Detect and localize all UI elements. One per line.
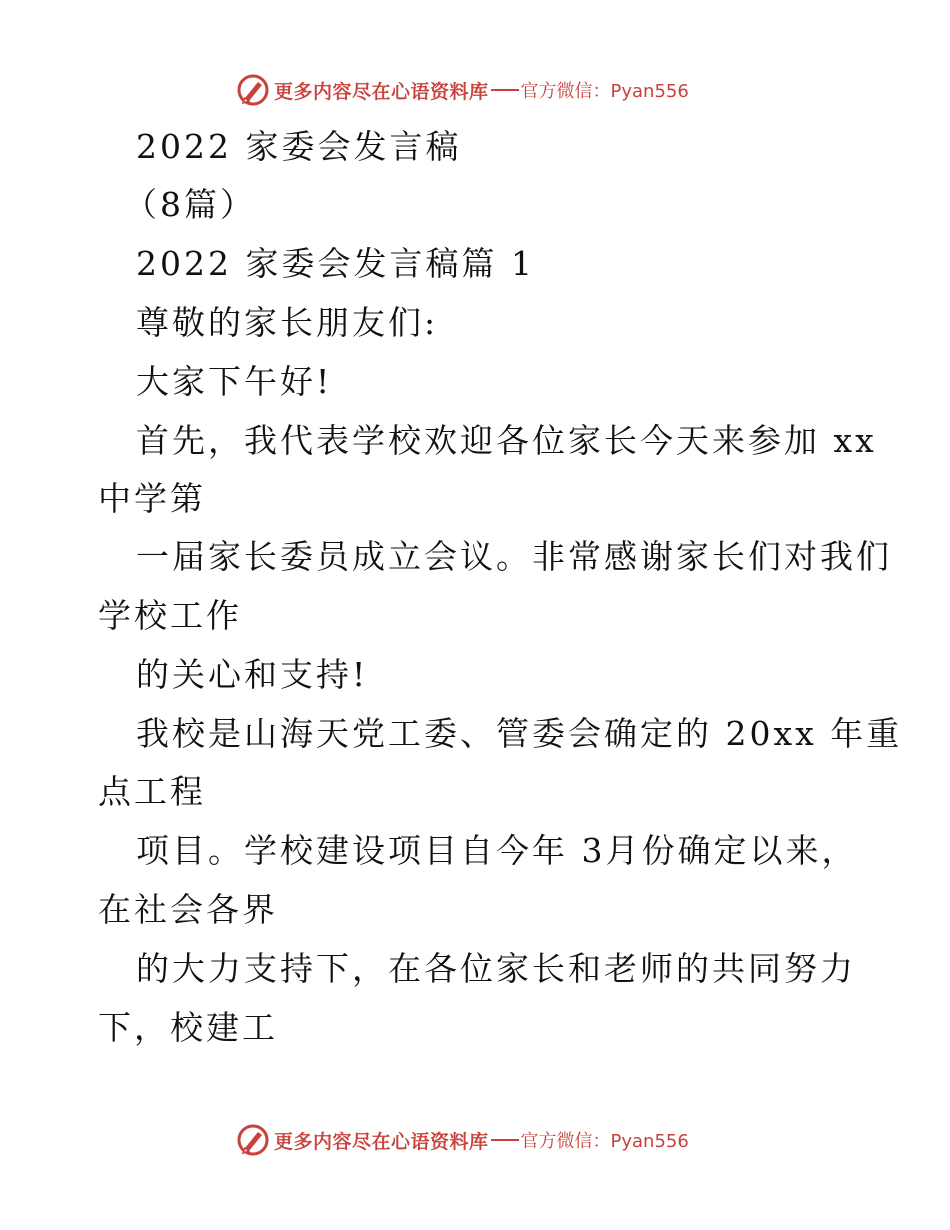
body-line: 一届家长委员成立会议。非常感谢家长们对我们 — [136, 537, 892, 576]
article-count: （8篇） — [124, 185, 256, 224]
salutation-line: 尊敬的家长朋友们: — [136, 303, 439, 342]
body-line: 项目。学校建设项目自今年 3月份确定以来， — [136, 831, 858, 870]
header-contact-text: 官方微信：Pyan556 — [520, 81, 689, 102]
greeting-line: 大家下午好! — [136, 362, 333, 401]
pen-logo-icon — [236, 73, 270, 107]
body-line: 中学第 — [98, 479, 206, 518]
body-line: 的关心和支持! — [136, 655, 369, 694]
footer-watermark-text: 更多内容尽在心语资料库 — [274, 1130, 489, 1153]
footer-watermark-banner — [236, 1122, 716, 1158]
section-heading: 2022 家委会发言稿篇 1 — [136, 244, 535, 283]
header-dash-divider — [491, 89, 519, 91]
body-line: 在社会各界 — [98, 890, 278, 929]
body-line: 学校工作 — [98, 596, 242, 635]
header-watermark-text: 更多内容尽在心语资料库 — [274, 80, 489, 103]
footer-contact-text: 官方微信：Pyan556 — [520, 1131, 689, 1152]
body-line: 我校是山海天党工委、管委会确定的 20xx 年重 — [136, 714, 903, 753]
body-line: 的大力支持下，在各位家长和老师的共同努力 — [136, 949, 856, 988]
footer-dash-divider — [491, 1139, 519, 1141]
body-line: 首先，我代表学校欢迎各位家长今天来参加 xx — [136, 421, 877, 460]
pen-logo-icon — [236, 1123, 270, 1157]
document-title: 2022 家委会发言稿 — [136, 127, 462, 166]
body-line: 点工程 — [98, 772, 206, 811]
header-watermark-banner — [236, 72, 716, 108]
body-line: 下，校建工 — [98, 1008, 278, 1047]
